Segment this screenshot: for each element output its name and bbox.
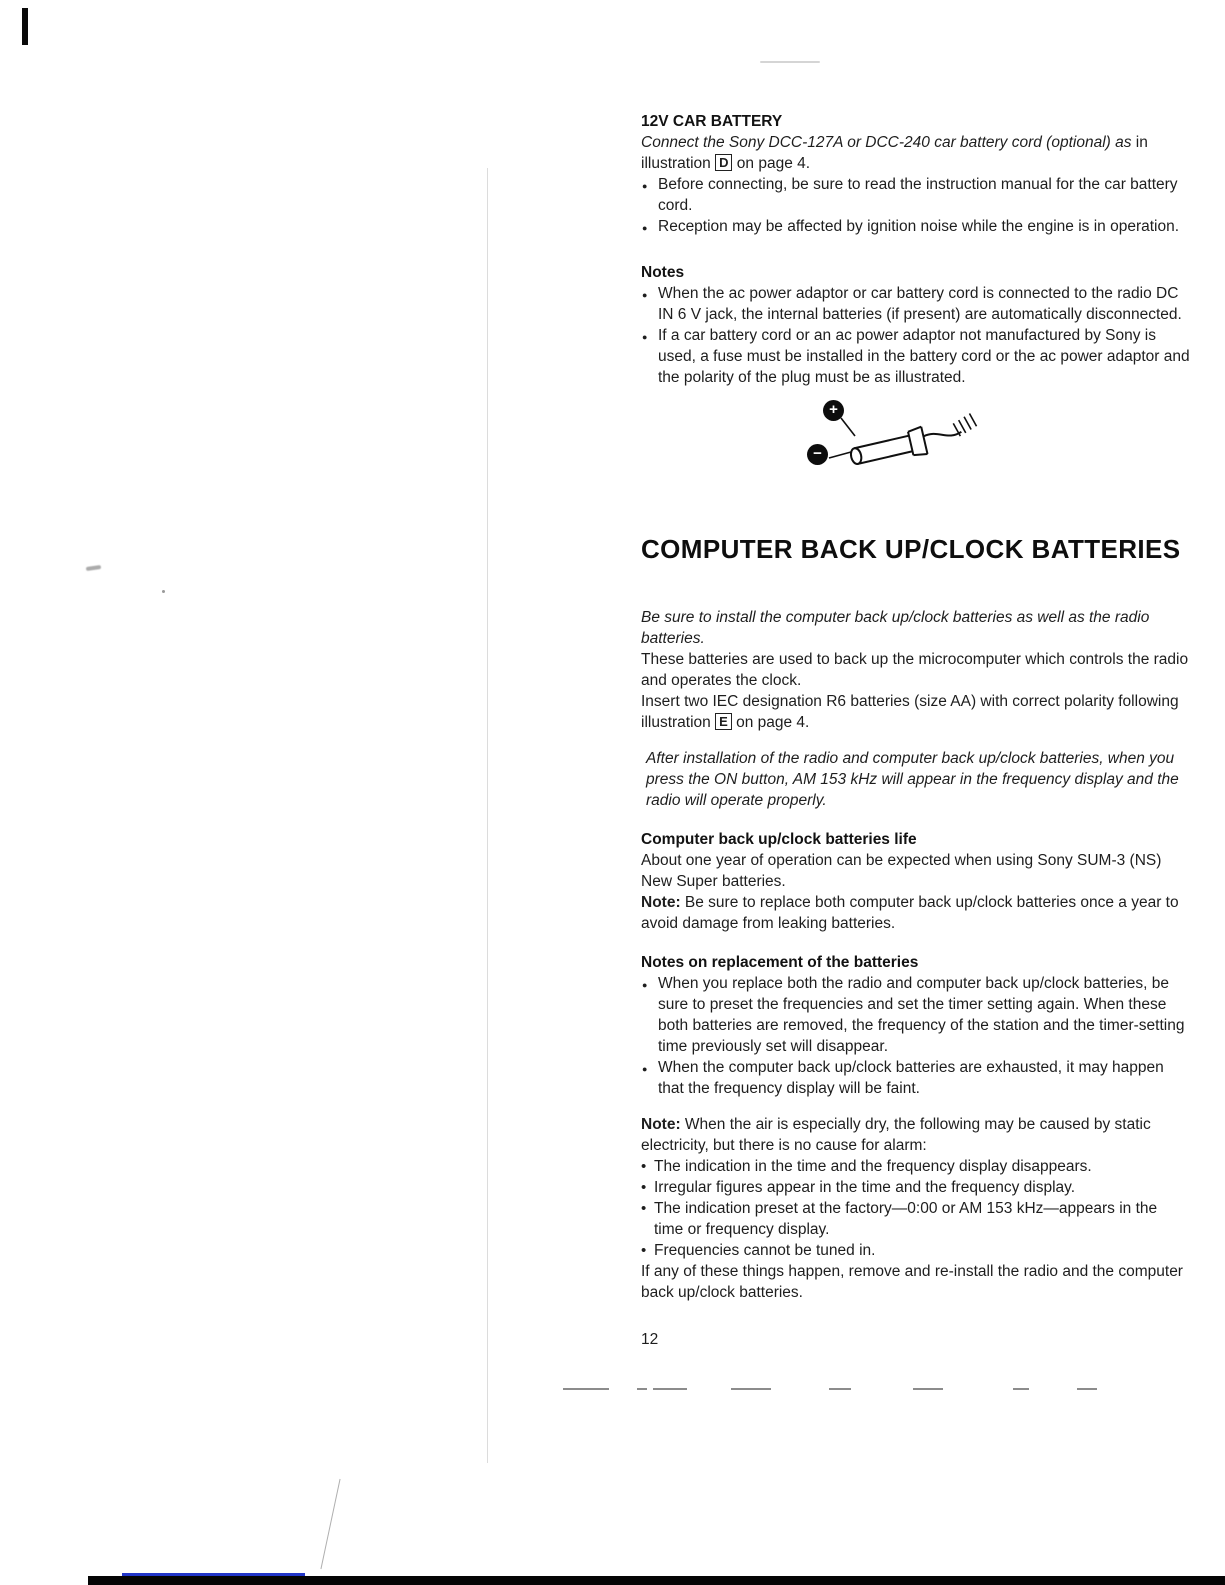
- para-insert: [641, 691, 1190, 733]
- insert-end-text: on page 4.: [731, 714, 810, 731]
- list-item-text: The indication preset at the factory—0:00 or AM 153 kHz—appears in the time or frequency display.: [654, 1200, 1158, 1238]
- notes-bullet-1: [641, 283, 1190, 325]
- static-item-3: [641, 1198, 1190, 1240]
- scan-artifact-vertical-line: [487, 168, 488, 1463]
- static-item-2: [641, 1177, 1190, 1198]
- small-bullet-icon: [641, 1177, 646, 1198]
- battery-life-note: [641, 892, 1190, 934]
- static-item-4: [641, 1240, 1190, 1261]
- small-bullet-icon: [641, 1156, 646, 1177]
- illustration-ref-d: D: [715, 154, 732, 171]
- small-bullet-icon: [641, 1198, 646, 1219]
- scan-artifact-bottom-bar: [88, 1576, 1225, 1585]
- car-battery-heading: 12V CAR BATTERY: [641, 113, 783, 130]
- bullet-text: Reception may be affected by ignition noise while the engine is in operation.: [658, 218, 1180, 235]
- plug-polarity-illustration: [807, 400, 1017, 480]
- list-item-text: The indication in the time and the frequency display disappears.: [654, 1158, 1092, 1175]
- bullet-icon: [642, 1057, 647, 1080]
- note-label: Note:: [641, 894, 681, 911]
- intro-end-text: on page 4.: [732, 155, 811, 172]
- notes-heading: Notes: [641, 264, 685, 281]
- computer-batteries-heading: COMPUTER BACK UP/CLOCK BATTERIES: [641, 534, 1181, 564]
- static-note-intro: [641, 1114, 1190, 1156]
- scan-artifact-dot: [162, 590, 165, 593]
- scan-artifact-blue-line: [122, 1573, 305, 1576]
- para-purpose: These batteries are used to back up the microcomputer which controls the radio and operates the clock.: [641, 651, 1189, 689]
- bullet-icon: [642, 325, 647, 348]
- bullet-icon: [642, 973, 647, 996]
- static-item-1: [641, 1156, 1190, 1177]
- replacement-heading: Notes on replacement of the batteries: [641, 954, 919, 971]
- list-item-text: Frequencies cannot be tuned in.: [654, 1242, 876, 1259]
- car-battery-intro: [641, 132, 1190, 174]
- battery-life-heading: Computer back up/clock batteries life: [641, 831, 917, 848]
- small-bullet-icon: [641, 1240, 646, 1261]
- illustration-ref-e: E: [715, 713, 732, 730]
- plus-polarity-icon: +: [823, 400, 844, 421]
- replacement-bullet-2: [641, 1057, 1190, 1099]
- bullet-text: When the ac power adaptor or car battery cord is connected to the radio DC IN 6 V jack, the internal batteries (if present) are automatically disconnected.: [658, 285, 1182, 323]
- bullet-text: If a car battery cord or an ac power adaptor not manufactured by Sony is used, a fuse must be installed in the battery cord or the ac power adaptor and the polarity of the plug must be as illustrated.: [658, 327, 1190, 386]
- note-text: When the air is especially dry, the following may be caused by static electricity, but there is no cause for alarm:: [641, 1116, 1151, 1154]
- page-number: 12: [641, 1331, 659, 1348]
- para-after-install: After installation of the radio and computer back up/clock batteries, when you press the ON button, AM 153 kHz will appear in the frequency display and the radio will operate properly.: [646, 750, 1179, 809]
- intro-mid-text: in illustration: [641, 134, 1148, 172]
- intro-italic-text: Connect the Sony DCC-127A or DCC-240 car battery cord (optional) as: [641, 134, 1132, 151]
- scan-artifact-scratch: [320, 1479, 340, 1569]
- bullet-icon: [642, 174, 647, 197]
- car-battery-bullet-1: [641, 174, 1190, 216]
- para-install: Be sure to install the computer back up/clock batteries as well as the radio batteries.: [641, 609, 1150, 647]
- bullet-text: Before connecting, be sure to read the instruction manual for the car battery cord.: [658, 176, 1178, 214]
- note-text: Be sure to replace both computer back up/clock batteries once a year to avoid damage from leaking batteries.: [641, 894, 1179, 932]
- bullet-icon: [642, 283, 647, 306]
- replacement-bullet-1: [641, 973, 1190, 1057]
- text-column: [641, 111, 1190, 1350]
- bullet-text: When you replace both the radio and computer back up/clock batteries, be sure to preset the frequencies and set the timer setting again. When these both batteries are removed, the frequency of the station and the timer-setting time previously set will disappear.: [658, 975, 1185, 1055]
- bullet-icon: [642, 216, 647, 239]
- insert-pre-text: Insert two IEC designation R6 batteries (size AA) with correct polarity following illustration: [641, 693, 1179, 731]
- scan-artifact-corner-mark: [22, 8, 28, 45]
- scan-artifact-dashed-line: [563, 1388, 1125, 1391]
- minus-polarity-icon: −: [807, 444, 828, 465]
- car-battery-bullet-2: [641, 216, 1190, 237]
- list-item-text: Irregular figures appear in the time and the frequency display.: [654, 1179, 1076, 1196]
- note-label: Note:: [641, 1116, 681, 1133]
- bullet-text: When the computer back up/clock batteries are exhausted, it may happen that the frequency display will be faint.: [658, 1059, 1164, 1097]
- scan-artifact-noise: [760, 61, 820, 63]
- static-outro: If any of these things happen, remove and re-install the radio and the computer back up/clock batteries.: [641, 1263, 1183, 1301]
- battery-life-para: About one year of operation can be expected when using Sony SUM-3 (NS) New Super batteries.: [641, 852, 1162, 890]
- notes-bullet-2: [641, 325, 1190, 388]
- scan-artifact-smudge: [86, 565, 101, 571]
